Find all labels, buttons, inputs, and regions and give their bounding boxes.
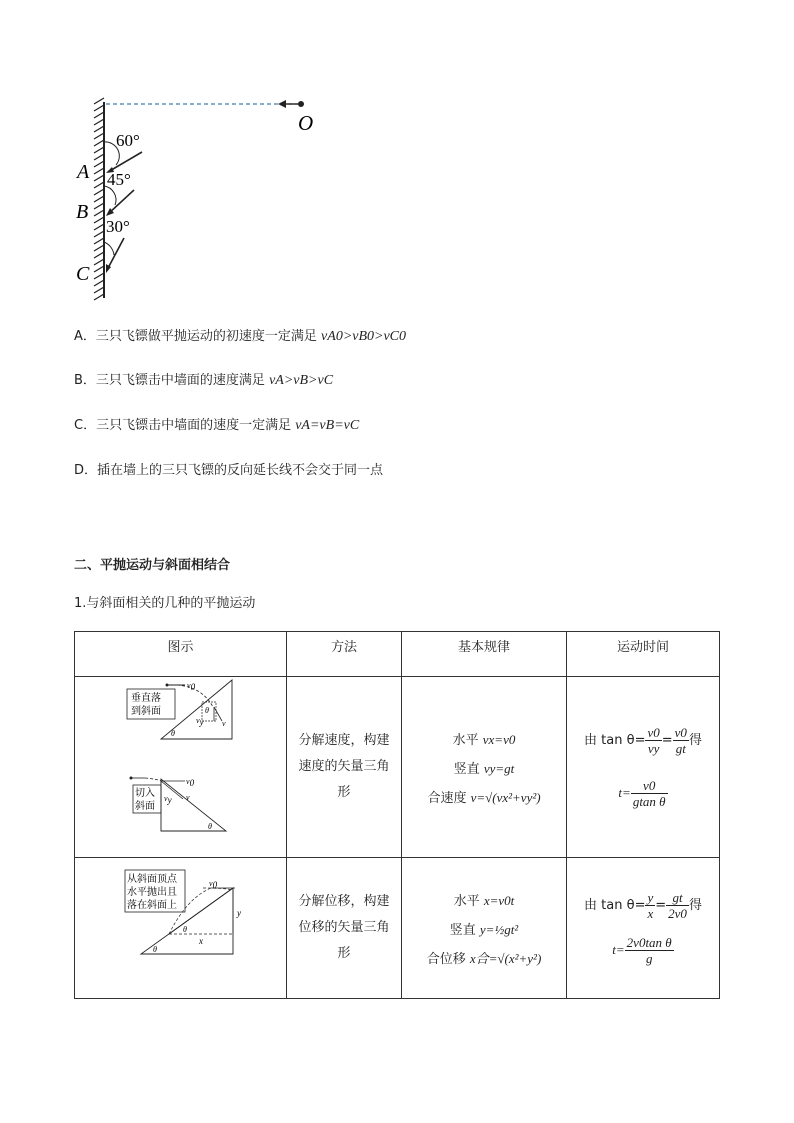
row2-law-total-prefix: 合位移 — [426, 951, 470, 967]
row1-method: 分解速度，构建速度的矢量三角形 — [287, 677, 402, 858]
header-figure: 图示 — [75, 632, 287, 677]
row2-time-result-prefix: t= — [612, 942, 625, 957]
row1-law-h-prefix: 水平 — [452, 732, 483, 748]
label-a: A — [77, 161, 90, 183]
row1-time-prefix: 由 tan θ= — [584, 733, 646, 748]
option-b-text: 三只飞镖击中墙面的速度满足 — [95, 373, 270, 388]
row2-law-v-formula: y=½gt² — [479, 921, 519, 937]
row2-fig-label-line3: 落在斜面上 — [127, 900, 177, 911]
table-header-row — [75, 632, 720, 677]
row1-fig2-label-line2: 斜面 — [135, 801, 155, 812]
row2-law-vertical — [402, 919, 566, 938]
svg-text:θ: θ — [171, 729, 175, 738]
option-c-formula: vA=vB=vC — [295, 418, 360, 433]
row2-time-frac1 — [645, 890, 655, 921]
row1-law-v-formula: vy=gt — [483, 760, 515, 776]
option-b — [74, 372, 333, 390]
row1-time-frac1 — [645, 725, 661, 756]
option-c-letter: C． — [74, 418, 97, 433]
svg-text:y: y — [237, 908, 241, 918]
dart-c — [107, 238, 124, 270]
wall-hatching — [94, 98, 104, 300]
angle-b: 45° — [107, 170, 131, 189]
row2-figure-cell — [75, 858, 287, 999]
row1-fig1-label-line2: 到斜面 — [131, 706, 161, 717]
svg-text:θ: θ — [208, 822, 212, 831]
header-law: 基本规律 — [402, 632, 567, 677]
row1-law-vertical — [402, 758, 566, 777]
frac-num: v0 — [631, 778, 668, 794]
option-d-letter: D． — [74, 463, 98, 478]
option-d — [74, 462, 383, 480]
row2-time-result-frac — [625, 935, 674, 966]
label-c: C — [76, 263, 90, 285]
frac-num: gt — [666, 890, 689, 906]
dart-a — [108, 152, 142, 172]
frac-den: gtan θ — [632, 794, 666, 809]
row1-law-horizontal — [402, 729, 566, 748]
row1-law-total-formula: v=√(vx²+vy²) — [470, 789, 541, 805]
row2-time-suffix: 得 — [688, 898, 702, 913]
frac-den: vy — [647, 741, 660, 756]
option-b-formula: vA>vB>vC — [269, 373, 334, 388]
svg-text:vy: vy — [164, 794, 172, 805]
frac-den: 2v0 — [668, 906, 687, 921]
row1-law-total-prefix: 合速度 — [427, 790, 471, 806]
svg-text:v0: v0 — [209, 879, 218, 890]
subsection-title: 1.与斜面相关的几种的平抛运动 — [74, 596, 256, 611]
row2-law-cell — [402, 858, 567, 999]
row2-law-v-prefix: 竖直 — [449, 922, 480, 938]
svg-text:v: v — [186, 793, 190, 802]
svg-text:v0: v0 — [186, 777, 195, 788]
frac-den: gt — [675, 741, 686, 756]
frac-den: g — [645, 951, 653, 966]
option-b-letter: B． — [74, 373, 96, 388]
svg-text:x: x — [199, 936, 203, 946]
option-d-text: 插在墙上的三只飞镖的反向延长线不会交于同一点 — [97, 463, 384, 478]
row2-law-h-formula: x=v0t — [483, 892, 515, 908]
svg-text:θ: θ — [205, 706, 209, 715]
row1-law-v-prefix: 竖直 — [453, 761, 484, 777]
header-time: 运动时间 — [567, 632, 720, 677]
row1-time-result-prefix: t= — [618, 785, 631, 800]
row1-time-frac2 — [673, 725, 689, 756]
row1-law-total — [402, 787, 566, 806]
row2-fig-label-line1: 从斜面顶点 — [127, 874, 177, 885]
header-method: 方法 — [287, 632, 402, 677]
section-title: 二、平抛运动与斜面相结合 — [74, 558, 231, 573]
svg-text:vy: vy — [196, 716, 204, 727]
option-a-text: 三只飞镖做平抛运动的初速度一定满足 — [95, 329, 322, 344]
svg-text:θ: θ — [153, 945, 157, 954]
dart-wall-figure — [70, 90, 340, 305]
row2-time-frac2 — [666, 890, 689, 921]
row2-law-total-formula: x合=√(x²+y²) — [469, 950, 542, 966]
row2-time-prefix: 由 tan θ= — [584, 898, 646, 913]
row1-figure-cell — [75, 677, 287, 858]
frac-num: v0 — [647, 725, 660, 740]
frac-num: y — [647, 890, 654, 905]
svg-text:v: v — [222, 719, 226, 728]
initial-velocity-arrow — [278, 100, 286, 108]
svg-text:v0: v0 — [187, 681, 196, 692]
table-row — [75, 858, 720, 999]
table-row — [75, 677, 720, 858]
row1-law-h-formula: vx=v0 — [482, 731, 516, 747]
row1-figures — [75, 677, 285, 853]
row1-time-cell: 由 tan θ= $\frac{v0}{vy}$ = $\frac{v0}{gt}$ 得 t= $\frac{v0}{\text{gtan θ}}$ — [567, 677, 720, 858]
row2-law-total — [402, 948, 566, 967]
label-o: O — [298, 111, 314, 135]
row1-fig2-label-line1: 切入 — [135, 788, 155, 799]
option-a-letter: A． — [74, 329, 96, 344]
row2-method: 分解位移，构建位移的矢量三角形 — [287, 858, 402, 999]
option-c-text: 三只飞镖击中墙面的速度一定满足 — [96, 418, 296, 433]
row2-law-h-prefix: 水平 — [453, 893, 484, 909]
row1-law-cell — [402, 677, 567, 858]
angle-c: 30° — [106, 217, 130, 236]
row1-time-suffix: 得 — [688, 733, 702, 748]
label-b: B — [76, 201, 89, 223]
option-c — [74, 417, 359, 435]
point-o — [298, 101, 304, 107]
row2-fig-label-line2: 水平抛出且 — [127, 887, 177, 898]
angle-a: 60° — [116, 131, 140, 150]
row2-time-cell: 由 tan θ= $\frac{y}{x}$ = $\frac{gt}{2v0}$ 得 t= $\frac{\text{2v0tan θ}}{g}$ — [567, 858, 720, 999]
projectile-incline-table — [74, 631, 720, 999]
svg-text:θ: θ — [183, 925, 187, 934]
row2-law-horizontal — [402, 890, 566, 909]
frac-num: v0 — [674, 725, 687, 740]
frac-num: 2v0tan θ — [626, 935, 672, 950]
option-a-formula: vA0>vB0>vC0 — [321, 329, 407, 344]
option-a — [74, 328, 406, 346]
row1-fig1-label-line1: 垂直落 — [131, 693, 161, 704]
row2-figure — [75, 858, 285, 994]
frac-den: x — [647, 906, 654, 921]
row1-time-result-frac — [631, 778, 668, 809]
